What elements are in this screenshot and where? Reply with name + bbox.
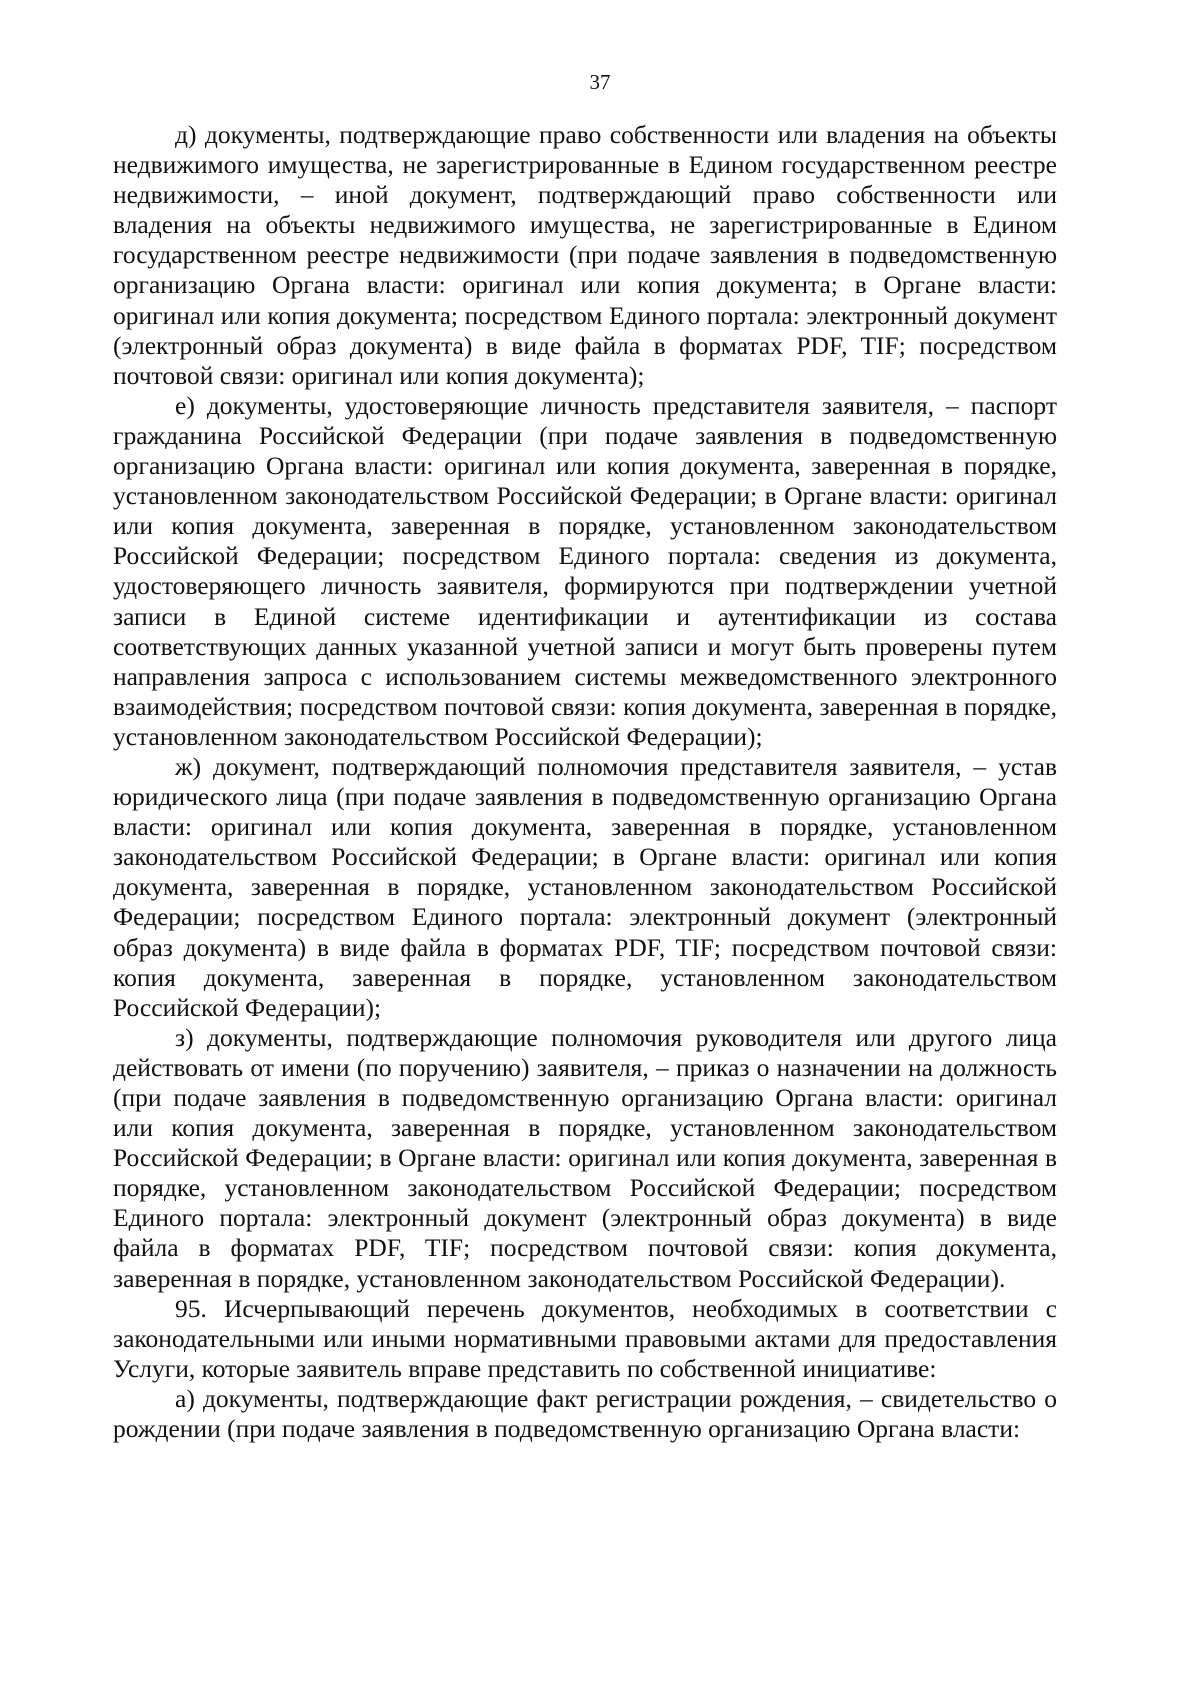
- paragraph-z-manager-authority-documents: з) документы, подтверждающие полномочия руководителя или другого лица действовать от имени (по поручению) заявителя, – приказ о назначении на должность (при подаче заявления в подведомственную организацию Органа власти: оригинал или копия документа, заверенная в порядке, установленном законодательством Российской Федерации; в Органе власти: оригинал или копия документа, заверенная в порядке, установленном законодательством Российской Федерации; посредством Единого портала: электронный документ (электронный образ документа) в виде файла в форматах PDF, TIF; посредством почтовой связи: копия документа, заверенная в порядке, установленном законодательством Российской Федерации).: [113, 1022, 1057, 1293]
- document-body: [113, 120, 1057, 1444]
- paragraph-a-birth-registration: а) документы, подтверждающие факт регистрации рождения, – свидетельство о рождении (при подаче заявления в подведомственную организацию Органа власти:: [113, 1383, 1057, 1444]
- paragraph-zh-authority-document: ж) документ, подтверждающий полномочия представителя заявителя, – устав юридического лица (при подаче заявления в подведомственную организацию Органа власти: оригинал или копия документа, заверенная в порядке, установленном законодательством Российской Федерации; в Органе власти: оригинал или копия документа, заверенная в порядке, установленном законодательством Российской Федерации; посредством Единого портала: электронный документ (электронный образ документа) в виде файла в форматах PDF, TIF; посредством почтовой связи: копия документа, заверенная в порядке, установленном законодательством Российской Федерации);: [113, 751, 1057, 1022]
- paragraph-95-document-list: 95. Исчерпывающий перечень документов, необходимых в соответствии с законодательными или иными нормативными правовыми актами для предоставления Услуги, которые заявитель вправе представить по собственной инициативе:: [113, 1293, 1057, 1383]
- paragraph-e-identity-documents: е) документы, удостоверяющие личность представителя заявителя, – паспорт гражданина Российской Федерации (при подаче заявления в подведомственную организацию Органа власти: оригинал или копия документа, заверенная в порядке, установленном законодательством Российской Федерации; в Органе власти: оригинал или копия документа, заверенная в порядке, установленном законодательством Российской Федерации; посредством Единого портала: сведения из документа, удостоверяющего личность заявителя, формируются при подтверждении учетной записи в Единой системе идентификации и аутентификации из состава соответствующих данных указанной учетной записи и могут быть проверены путем направления запроса с использованием системы межведомственного электронного взаимодействия; посредством почтовой связи: копия документа, заверенная в порядке, установленном законодательством Российской Федерации);: [113, 390, 1057, 751]
- paragraph-d-property-documents: д) документы, подтверждающие право собственности или владения на объекты недвижимого имущества, не зарегистрированные в Едином государственном реестре недвижимости, – иной документ, подтверждающий право собственности или владения на объекты недвижимого имущества, не зарегистрированные в Едином государственном реестре недвижимости (при подаче заявления в подведомственную организацию Органа власти: оригинал или копия документа; в Органе власти: оригинал или копия документа; посредством Единого портала: электронный документ (электронный образ документа) в виде файла в форматах PDF, TIF; посредством почтовой связи: оригинал или копия документа);: [113, 120, 1057, 390]
- page-number: 37: [589, 70, 611, 94]
